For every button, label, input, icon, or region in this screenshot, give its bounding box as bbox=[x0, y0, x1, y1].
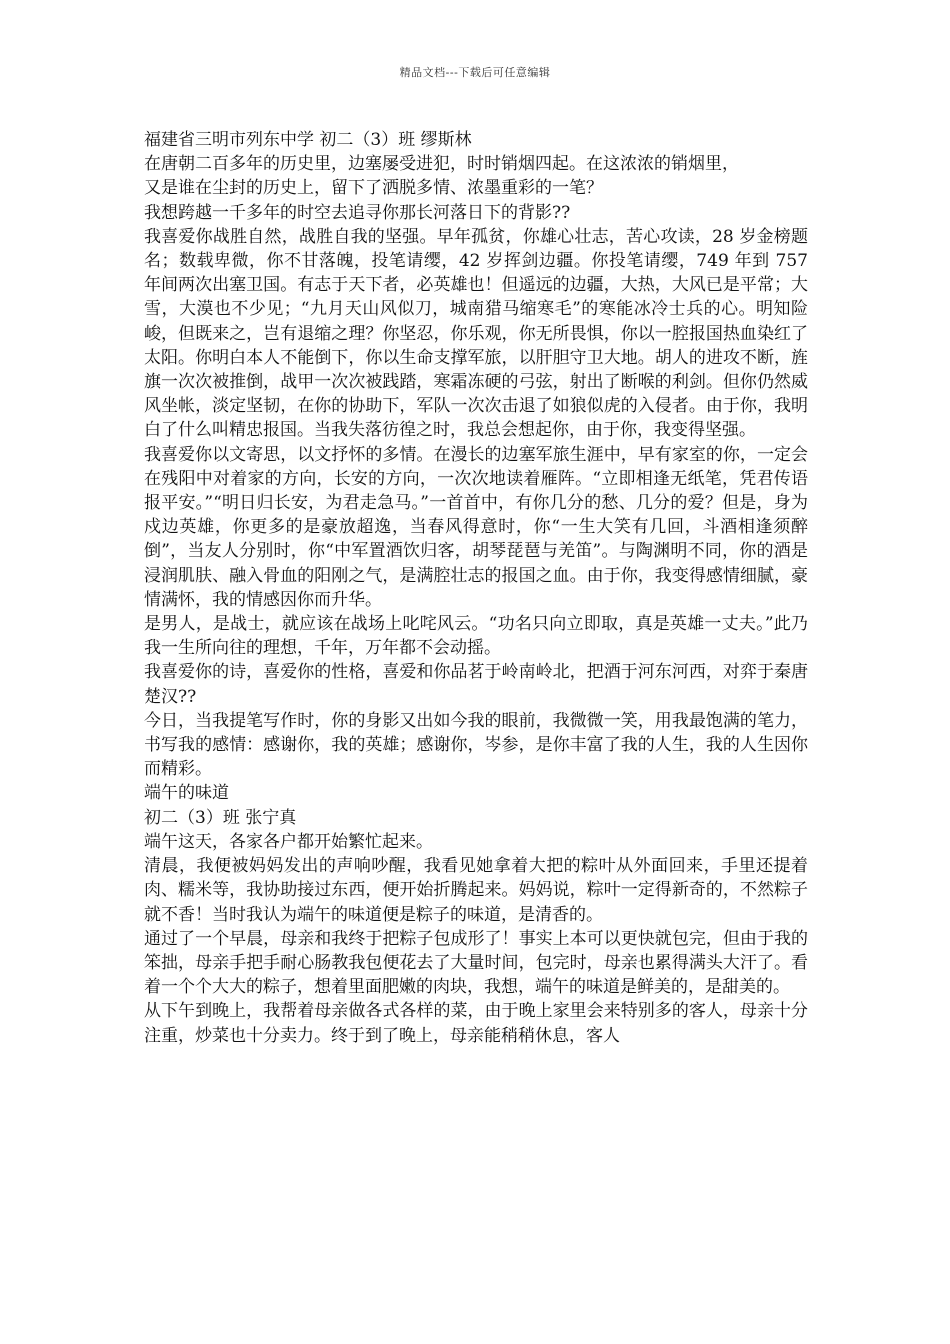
author-line: 初二（3）班 张宁真 bbox=[144, 807, 297, 828]
essay-title: 端午的味道 bbox=[144, 783, 229, 804]
paragraph: 是男人，是战士，就应该在战场上叱咤风云。“功名只向立即取，真是英雄一丈夫。”此乃我一生所向往的理想，千年，万年都不会动摇。 bbox=[144, 614, 808, 659]
paragraph: 在唐朝二百多年的历史里，边塞屡受进犯，时时销烟四起。在这浓浓的销烟里， bbox=[144, 154, 739, 175]
paragraph: 我喜爱你战胜自然，战胜自我的坚强。早年孤贫，你雄心壮志，苦心攻读，28 岁金榜题名；数载卑微，你不甘落魄，投笔请缨，42 岁挥剑边疆。你投笔请缨，749 年到 757 年间两次出塞卫国。有志于天下者，必英雄也！但遥远的边疆，大热，大风已是平常；大雪，大漠也不少见；“九月天山风似刀，城南猎马缩寒毛”的寒能冰冷士兵的心。明知险峻，但既来之，岂有退缩之理？你坚忍，你乐观，你无所畏惧，你以一腔报国热血染红了太阳。你明白本人不能倒下，你以生命支撑军旅，以肝胆守卫大地。胡人的进攻不断，旌旗一次次被推倒，战甲一次次被践踏，寒霜冻硬的弓弦，射出了断喉的利剑。但你仍然威风坐帐，淡定坚韧，在你的协助下，军队一次次击退了如狼似虎的入侵者。由于你，我明白了什么叫精忠报国。当我失落彷徨之时，我总会想起你，由于你，我变得坚强。 bbox=[144, 226, 808, 441]
document-body bbox=[144, 128, 808, 1048]
paragraph: 我喜爱你以文寄思，以文抒怀的多情。在漫长的边塞军旅生涯中，早有家室的你，一定会在残阳中对着家的方向，长安的方向，一次次地读着雁阵。“立即相逢无纸笔，凭君传语报平安。”“明日归长安，为君走急马。”一首首中，有你几分的愁、几分的爱？但是，身为戍边英雄，你更多的是豪放超逸，当春风得意时，你“一生大笑有几回，斗酒相逢须醉倒”，当友人分别时，你“中军置酒饮归客，胡琴琵琶与羌笛”。与陶渊明不同，你的酒是浸润肌肤、融入骨血的阳刚之气，是满腔壮志的报国之血。由于你，我变得感情细腻，豪情满怀，我的情感因你而升华。 bbox=[144, 444, 808, 610]
paragraph: 我喜爱你的诗，喜爱你的性格，喜爱和你品茗于岭南岭北，把酒于河东河西，对弈于秦唐楚汉?? bbox=[144, 662, 808, 707]
paragraph: 从下午到晚上，我帮着母亲做各式各样的菜，由于晚上家里会来特别多的客人，母亲十分注重，炒菜也十分卖力。终于到了晚上，母亲能稍稍休息，客人 bbox=[144, 1001, 808, 1046]
paragraph: 清晨，我便被妈妈发出的声响吵醒，我看见她拿着大把的粽叶从外面回来，手里还提着肉、糯米等，我协助接过东西，便开始折腾起来。妈妈说，粽叶一定得新奇的，不然粽子就不香！当时我认为端午的味道便是粽子的味道，是清香的。 bbox=[144, 856, 808, 925]
paragraph: 端午这天，各家各户都开始繁忙起来。 bbox=[144, 831, 433, 852]
paragraph: 通过了一个早晨，母亲和我终于把粽子包成形了！事实上本可以更快就包完，但由于我的笨拙，母亲手把手耐心肠教我包便花去了大量时间，包完时，母亲也累得满头大汗了。看着一个个大大的粽子，想着里面肥嫩的肉块，我想，端午的味道是鲜美的，是甜美的。 bbox=[144, 928, 808, 998]
paragraph: 我想跨越一千多年的时空去追寻你那长河落日下的背影?? bbox=[144, 202, 571, 223]
paragraph: 又是谁在尘封的历史上，留下了洒脱多情、浓墨重彩的一笔？ bbox=[144, 178, 603, 199]
page-header: 精品文档---下载后可任意编辑 bbox=[399, 66, 551, 79]
author-line: 福建省三明市列东中学 初二（3）班 缪斯林 bbox=[144, 130, 472, 150]
paragraph: 今日，当我提笔写作时，你的身影又出如今我的眼前，我微微一笑，用我最饱满的笔力，书写我的感情：感谢你，我的英雄；感谢你，岑参，是你丰富了我的人生，我的人生因你而精彩。 bbox=[144, 710, 808, 780]
